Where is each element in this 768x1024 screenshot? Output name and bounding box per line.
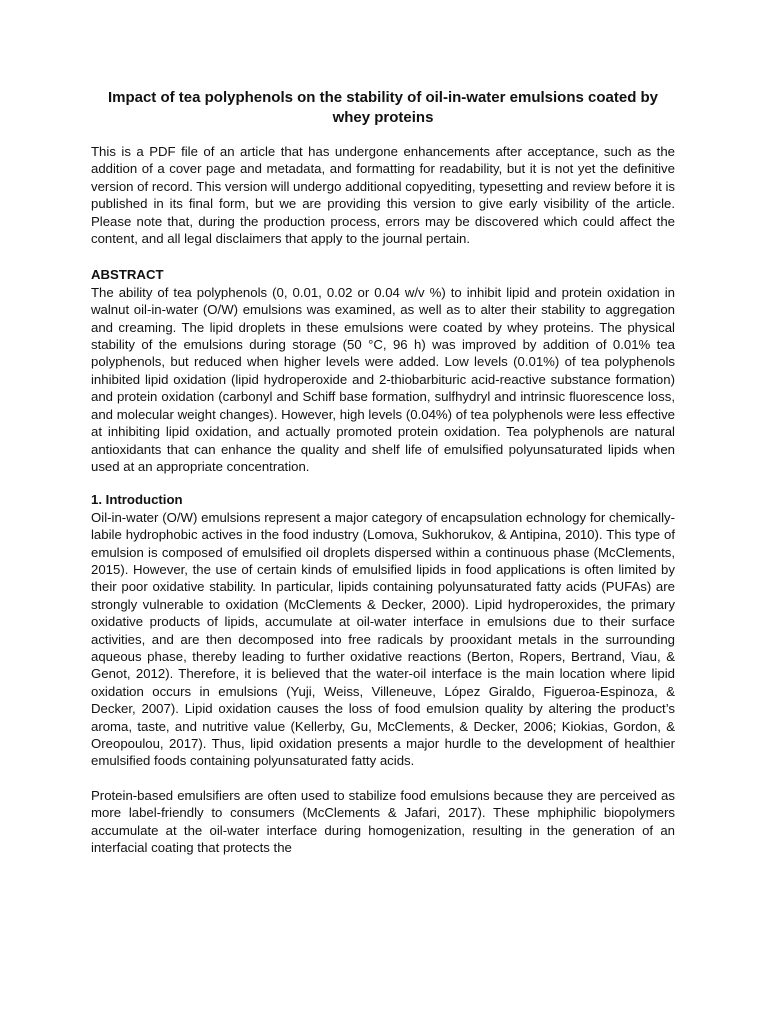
pdf-notice-paragraph: This is a PDF file of an article that has undergone enhancements after acceptance, such as the addition of a cover page and metadata, and formatting for readability, but it is not yet the definitive version of record. This version will undergo additional copyediting, typesetting and review before it is published in its final form, but we are providing this version to give early visibility of the article. Please note that, during the production process, errors may be discovered which could affect the content, and all legal disclaimers that apply to the journal pertain. [91, 144, 675, 247]
introduction-heading: 1. Introduction [91, 492, 183, 508]
introduction-paragraph-2: Protein-based emulsifiers are often used to stabilize food emulsions because they are perceived as more label-friendly to consumers (McClements & Jafari, 2017). These mphiphilic biopolymers accumulate at the oil-water interface during homogenization, resulting in the generation of an interfacial coating that protects the [91, 787, 675, 856]
document-page [91, 0, 675, 856]
abstract-text: The ability of tea polyphenols (0, 0.01, 0.02 or 0.04 w/v %) to inhibit lipid and protein oxidation in walnut oil-in-water (O/W) emulsions was examined, as well as to alter their stability to aggregation and creaming. The lipid droplets in these emulsions were coated by whey proteins. The physical stability of the emulsions during storage (50 °C, 96 h) was improved by addition of 0.01% tea polyphenols, but reduced when higher levels were added. Low levels (0.01%) of tea polyphenols inhibited lipid oxidation (lipid hydroperoxide and 2-thiobarbituric acid-reactive substance formation) and protein oxidation (carbonyl and Schiff base formation, sulfhydryl and intrinsic fluorescence loss, and molecular weight changes). However, high levels (0.04%) of tea polyphenols were less effective at inhibiting lipid oxidation, and actually promoted protein oxidation. Tea polyphenols are natural antioxidants that can enhance the quality and shelf life of emulsified polyunsaturated lipids when used at an appropriate concentration. [91, 284, 675, 474]
introduction-paragraph-1: Oil-in-water (O/W) emulsions represent a major category of encapsulation echnology for chemically-labile hydrophobic actives in the food industry (Lomova, Sukhorukov, & Antipina, 2010). This type of emulsion is composed of emulsified oil droplets dispersed within a continuous phase (McClements, 2015). However, the use of certain kinds of emulsified lipids in food applications is often limited by their poor oxidative stability. In particular, lipids containing polyunsaturated fatty acids (PUFAs) are strongly vulnerable to oxidation (McClements & Decker, 2000). Lipid hydroperoxides, the primary oxidative products of lipids, accumulate at oil-water interface in emulsions due to their surface activities, and are then decomposed into free radicals by prooxidant metals in the surrounding aqueous phase, thereby leading to further oxidative reactions (Berton, Ropers, Bertrand, Viau, & Genot, 2012). Therefore, it is believed that the water-oil interface is the main location where lipid oxidation occurs in emulsions (Yuji, Weiss, Villeneuve, López Giraldo, Figueroa-Espinoza, & Decker, 2007). Lipid oxidation causes the loss of food emulsion quality by altering the product’s aroma, taste, and nutritive value (Kellerby, Gu, McClements, & Decker, 2006; Kiokias, Gordon, & Oreopoulou, 2017). Thus, lipid oxidation presents a major hurdle to the development of healthier emulsified foods containing polyunsaturated fatty acids. [91, 509, 675, 769]
abstract-heading: ABSTRACT [91, 267, 164, 283]
article-title: Impact of tea polyphenols on the stability of oil-in-water emulsions coated by whey proteins [107, 89, 659, 126]
